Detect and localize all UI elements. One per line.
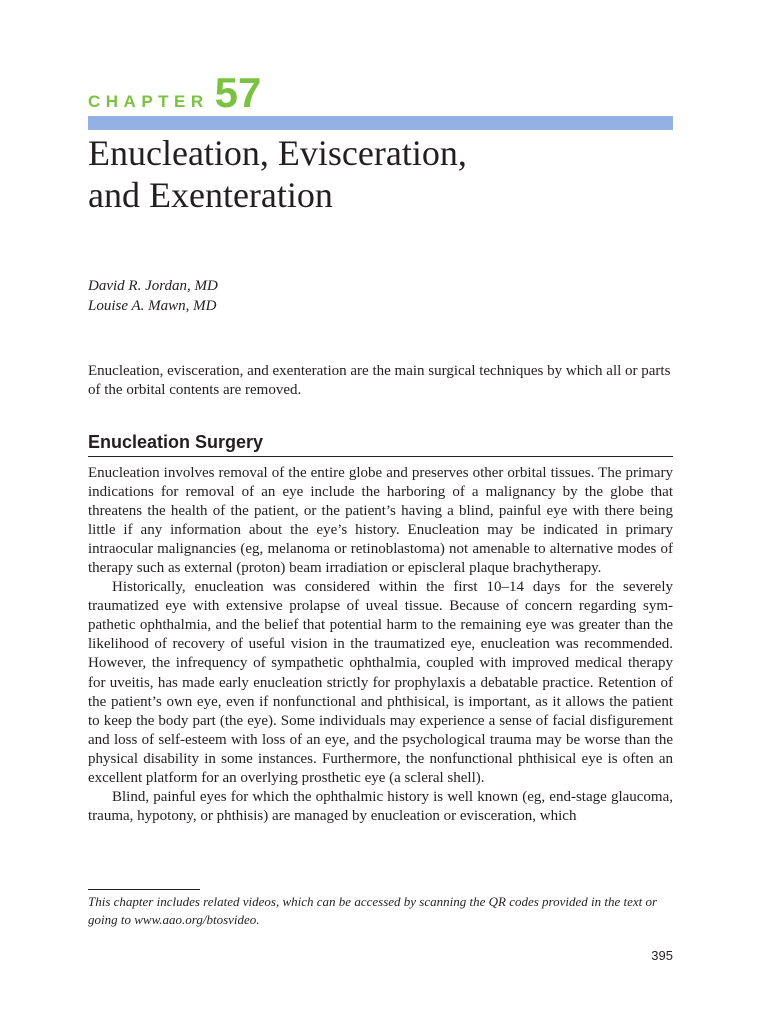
author-list — [88, 276, 218, 316]
title-accent-bar — [88, 116, 673, 130]
chapter-heading — [88, 69, 262, 116]
page-number: 395 — [651, 948, 673, 963]
chapter-title-line-1: Enucleation, Evisceration, — [88, 133, 467, 173]
chapter-number: 57 — [214, 69, 262, 116]
intro-paragraph: Enucleation, evisceration, and exenteration are the main surgical techniques by which all or parts of the orbital contents are removed. — [88, 363, 671, 398]
body-paragraph: Blind, painful eyes for which the ophthalmic history is well known (eg, end-stage glaucoma, trauma, hypotony, or phthisis) are managed by enucleation or evisceration, which — [88, 788, 673, 824]
body-paragraph: Enucleation involves removal of the entire globe and preserves other orbital tissues. The primary indications for removal of an eye include the harboring of a malignancy by the globe that threatens the health of the patient, or the patient’s having a blind, painful eye with there being little if any information about the eye’s history. Enucleation may be indicated in primary intraocular malignancies (eg, melanoma or retinoblastoma) not amenable to alternative modes of therapy such as external (proton) beam irradiation or episcleral plaque brachytherapy. — [88, 465, 673, 577]
footnote: This chapter includes related videos, which can be accessed by scanning the QR codes provided in the text or going to www.aao.org/btosvideo. — [88, 894, 658, 927]
body-paragraph: Historically, enucleation was considered within the first 10–14 days for the severely traumatized eye with extensive prolapse of uveal tissue. Because of concern regarding sympathetic ophthalmia, and the belief that potential harm to the remaining eye was greater than the likelihood of recovery of useful vision in the traumatized eye, enucleation was recommended. However, the infrequency of sympathetic ophthalmia, coupled with improved medical therapy for uveitis, has made early enucleation strictly for prophylaxis a debatable practice. Retention of the patient’s own eye, even if nonfunctional and phthisical, is important, as it allows the patient to keep the body part (the eye). Some individuals may experience a sense of facial disfigurement and loss of self-esteem with loss of an eye, and the psychological trauma may be worse than the physical disability in some instances. Furthermore, the nonfunctional phthisical eye is often an excellent platform for an overlying prosthetic eye (a scleral shell). — [88, 579, 673, 786]
footnote-rule — [88, 889, 200, 890]
author-name: Louise A. Mawn, MD — [88, 298, 217, 314]
section-body — [88, 464, 673, 826]
section-heading: Enucleation Surgery — [88, 430, 673, 457]
chapter-label: CHAPTER — [88, 92, 209, 111]
chapter-title-line-2: and Exenteration — [88, 175, 333, 215]
chapter-title — [88, 132, 688, 216]
author-name: David R. Jordan, MD — [88, 278, 218, 294]
